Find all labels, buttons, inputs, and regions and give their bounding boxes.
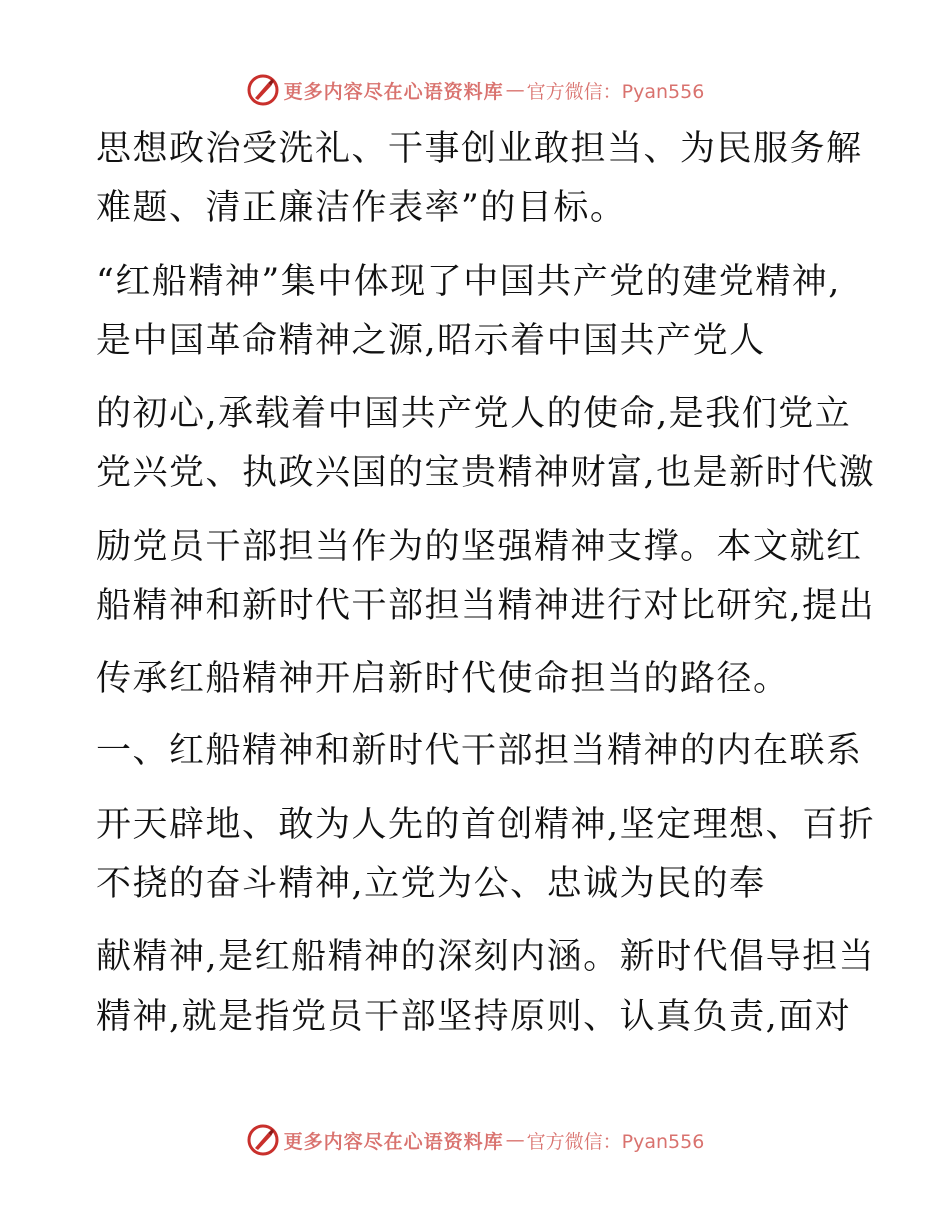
text-line: 是中国革命精神之源,昭示着中国共产党人: [96, 321, 766, 361]
text-line: 精神,就是指党员干部坚持原则、认真负责,面对: [96, 997, 852, 1037]
section-heading: 一、红船精神和新时代干部担当精神的内在联系: [96, 731, 863, 771]
text-line: 党兴党、执政兴国的宝贵精神财富,也是新时代激: [96, 453, 876, 493]
watermark-dash: —: [505, 1129, 525, 1151]
watermark-text: 更多内容尽在心语资料库: [283, 80, 504, 103]
text-line: 传承红船精神开启新时代使命担当的路径。: [96, 659, 790, 699]
text-line: “红船精神”集中体现了中国共产党的建党精神,: [96, 262, 841, 302]
text-line: 思想政治受洗礼、干事创业敢担当、为民服务解: [96, 129, 863, 169]
watermark-dash: —: [505, 79, 525, 101]
watermark-contact: 官方微信：Pyan556: [526, 1130, 705, 1153]
watermark-contact: 官方微信：Pyan556: [526, 80, 705, 103]
text-line: 献精神,是红船精神的深刻内涵。新时代倡导担当: [96, 937, 876, 977]
watermark-text: 更多内容尽在心语资料库: [283, 1130, 504, 1153]
text-line: 船精神和新时代干部担当精神进行对比研究,提出: [96, 586, 876, 626]
footer-watermark: [0, 1120, 950, 1160]
text-line: 难题、清正廉洁作表率”的目标。: [96, 188, 627, 228]
pen-logo-icon: [246, 73, 280, 107]
text-line: 励党员干部担当作为的坚强精神支撑。本文就红: [96, 527, 863, 567]
header-watermark: [0, 70, 950, 110]
text-line: 的初心,承载着中国共产党人的使命,是我们党立: [96, 394, 852, 434]
text-line: 开天辟地、敢为人先的首创精神,坚定理想、百折: [96, 805, 876, 845]
text-line: 不挠的奋斗精神,立党为公、忠诚为民的奉: [96, 864, 766, 904]
pen-logo-icon: [246, 1123, 280, 1157]
